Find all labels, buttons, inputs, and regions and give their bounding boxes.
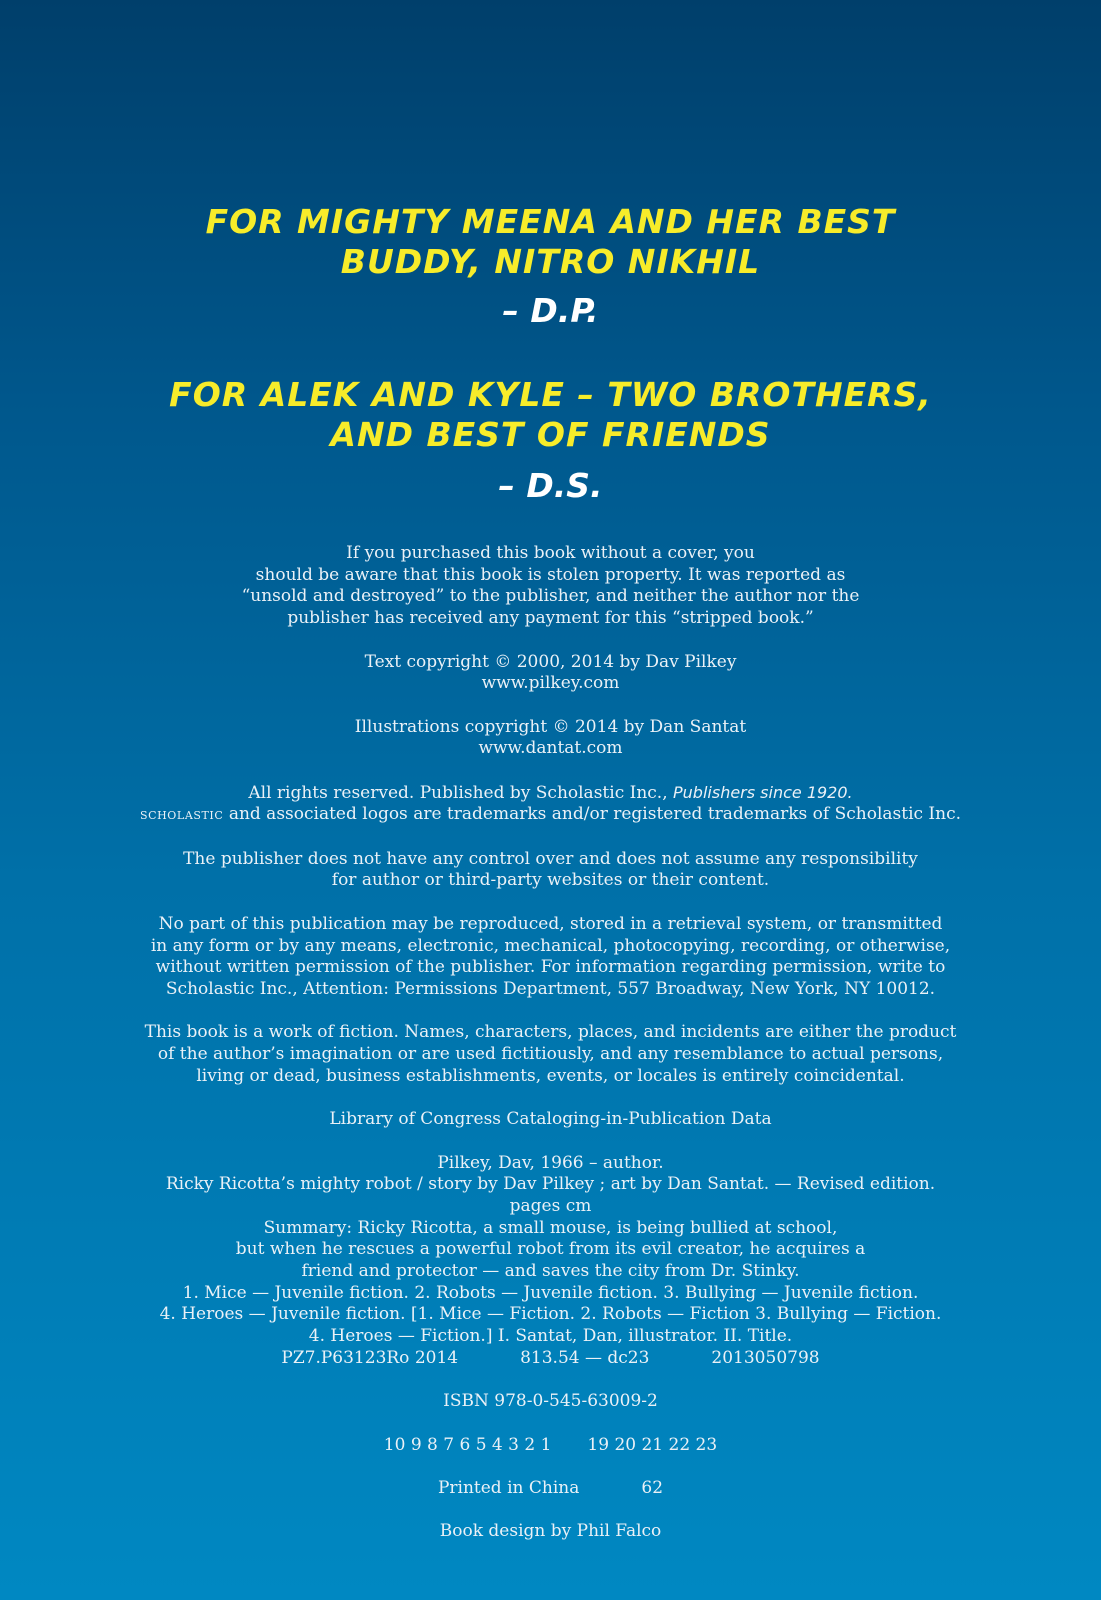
dedication-dp	[0, 202, 1101, 282]
text-copyright-line: Text copyright © 2000, 2014 by Dav Pilkey	[364, 651, 737, 672]
printer-code: 62	[641, 1478, 664, 1499]
dewey-classification: 813.54 — dc23	[520, 1347, 650, 1368]
illustration-copyright	[0, 717, 1101, 760]
author-website: www.pilkey.com	[481, 673, 620, 694]
printing-line	[0, 1435, 1101, 1457]
notice-line: This book is a work of fiction. Names, characters, places, and incidents are either the product	[144, 1022, 957, 1043]
trademark-text: and associated logos are trademarks and/or registered trademarks of Scholastic Inc.	[228, 804, 962, 825]
cip-line: Ricky Ricotta’s mighty robot / story by Dav Pilkey ; art by Dan Santat. — Revised edition.	[165, 1174, 936, 1195]
notice-line: in any form or by any means, electronic, mechanical, photocopying, recording, or otherwise,	[150, 935, 951, 956]
cip-line: 4. Heroes — Fiction.] I. Santat, Dan, illustrator. II. Title.	[308, 1326, 793, 1347]
rights-line	[0, 782, 1101, 805]
dedication-ds	[0, 375, 1101, 455]
cip-line: 4. Heroes — Juvenile fiction. [1. Mice — Fiction. 2. Robots — Fiction 3. Bullying — Fiction.	[159, 1304, 942, 1325]
notice-line: Scholastic Inc., Attention: Permissions Department, 557 Broadway, New York, NY 10012.	[165, 978, 936, 999]
printed-block	[0, 1478, 1101, 1500]
reproduction-notice	[0, 914, 1101, 1001]
cip-line: friend and protector — and saves the city from Dr. Stinky.	[301, 1261, 800, 1282]
text-copyright	[0, 652, 1101, 695]
illustrator-website: www.dantat.com	[478, 738, 623, 759]
illustration-copyright-line: Illustrations copyright © 2014 by Dan Santat	[354, 716, 747, 737]
cip-line: Pilkey, Dav, 1966 – author.	[437, 1152, 664, 1173]
notice-line: No part of this publication may be reproduced, stored in a retrieval system, or transmitted	[158, 913, 943, 934]
cip-line: but when he rescues a powerful robot from its evil creator, he acquires a	[235, 1239, 866, 1260]
classification-line	[0, 1348, 1101, 1370]
fiction-notice	[0, 1022, 1101, 1087]
printing-block	[0, 1435, 1101, 1457]
cip-heading	[0, 1109, 1101, 1131]
cip-heading-text: Library of Congress Cataloging-in-Publication Data	[329, 1109, 772, 1130]
cip-line: pages cm	[509, 1195, 592, 1216]
notice-line: “unsold and destroyed” to the publisher, and neither the author nor the	[241, 586, 860, 607]
design-credit-block	[0, 1521, 1101, 1543]
responsibility-notice	[0, 849, 1101, 892]
trademark-line	[0, 804, 1101, 827]
lccn: 2013050798	[711, 1347, 820, 1368]
printed-line	[0, 1478, 1101, 1500]
publisher-since: Publishers since 1920.	[673, 782, 853, 802]
isbn-block	[0, 1391, 1101, 1413]
notice-line: for author or third-party websites or their content.	[331, 870, 770, 891]
notice-line: without written permission of the publisher. For information regarding permission, write to	[155, 957, 946, 978]
notice-line: The publisher does not have any control over and does not assume any responsibility	[183, 848, 918, 869]
legal-text	[0, 543, 1101, 1543]
notice-line: If you purchased this book without a cover, you	[346, 543, 755, 563]
dedication-line: FOR ALEK AND KYLE – TWO BROTHERS,	[169, 375, 932, 414]
isbn: ISBN 978-0-545-63009-2	[443, 1391, 658, 1412]
stripped-book-notice	[0, 543, 1101, 630]
dedication-line: FOR MIGHTY MEENA AND HER BEST	[205, 202, 896, 241]
dedication-line: BUDDY, NITRO NIKHIL	[340, 242, 761, 281]
lc-classification: PZ7.P63123Ro 2014	[281, 1347, 459, 1368]
printing-numbers: 10 9 8 7 6 5 4 3 2 1	[383, 1434, 552, 1455]
cip-record	[0, 1153, 1101, 1370]
printing-years: 19 20 21 22 23	[587, 1434, 718, 1455]
dedication-signature-ds: – D.S.	[498, 466, 603, 505]
dedication-signature-dp: – D.P.	[502, 291, 599, 330]
notice-line: publisher has received any payment for this “stripped book.”	[287, 608, 814, 629]
cip-line: 1. Mice — Juvenile fiction. 2. Robots — Juvenile fiction. 3. Bullying — Juvenile fiction.	[182, 1282, 919, 1303]
notice-line: should be aware that this book is stolen property. It was reported as	[255, 564, 846, 585]
notice-line: of the author’s imagination or are used fictitiously, and any resemblance to actual persons,	[157, 1044, 944, 1065]
rights-reserved	[0, 782, 1101, 827]
notice-line: living or dead, business establishments, events, or locales is entirely coincidental.	[196, 1065, 905, 1086]
design-credit: Book design by Phil Falco	[439, 1521, 662, 1542]
dedication-line: AND BEST OF FRIENDS	[330, 415, 771, 454]
cip-line: Summary: Ricky Ricotta, a small mouse, is being bullied at school,	[263, 1217, 838, 1238]
rights-text: All rights reserved. Published by Scholastic Inc.,	[248, 782, 668, 803]
printed-in-china: Printed in China	[437, 1478, 580, 1499]
scholastic-smallcaps: SCHOLASTIC	[139, 809, 224, 823]
